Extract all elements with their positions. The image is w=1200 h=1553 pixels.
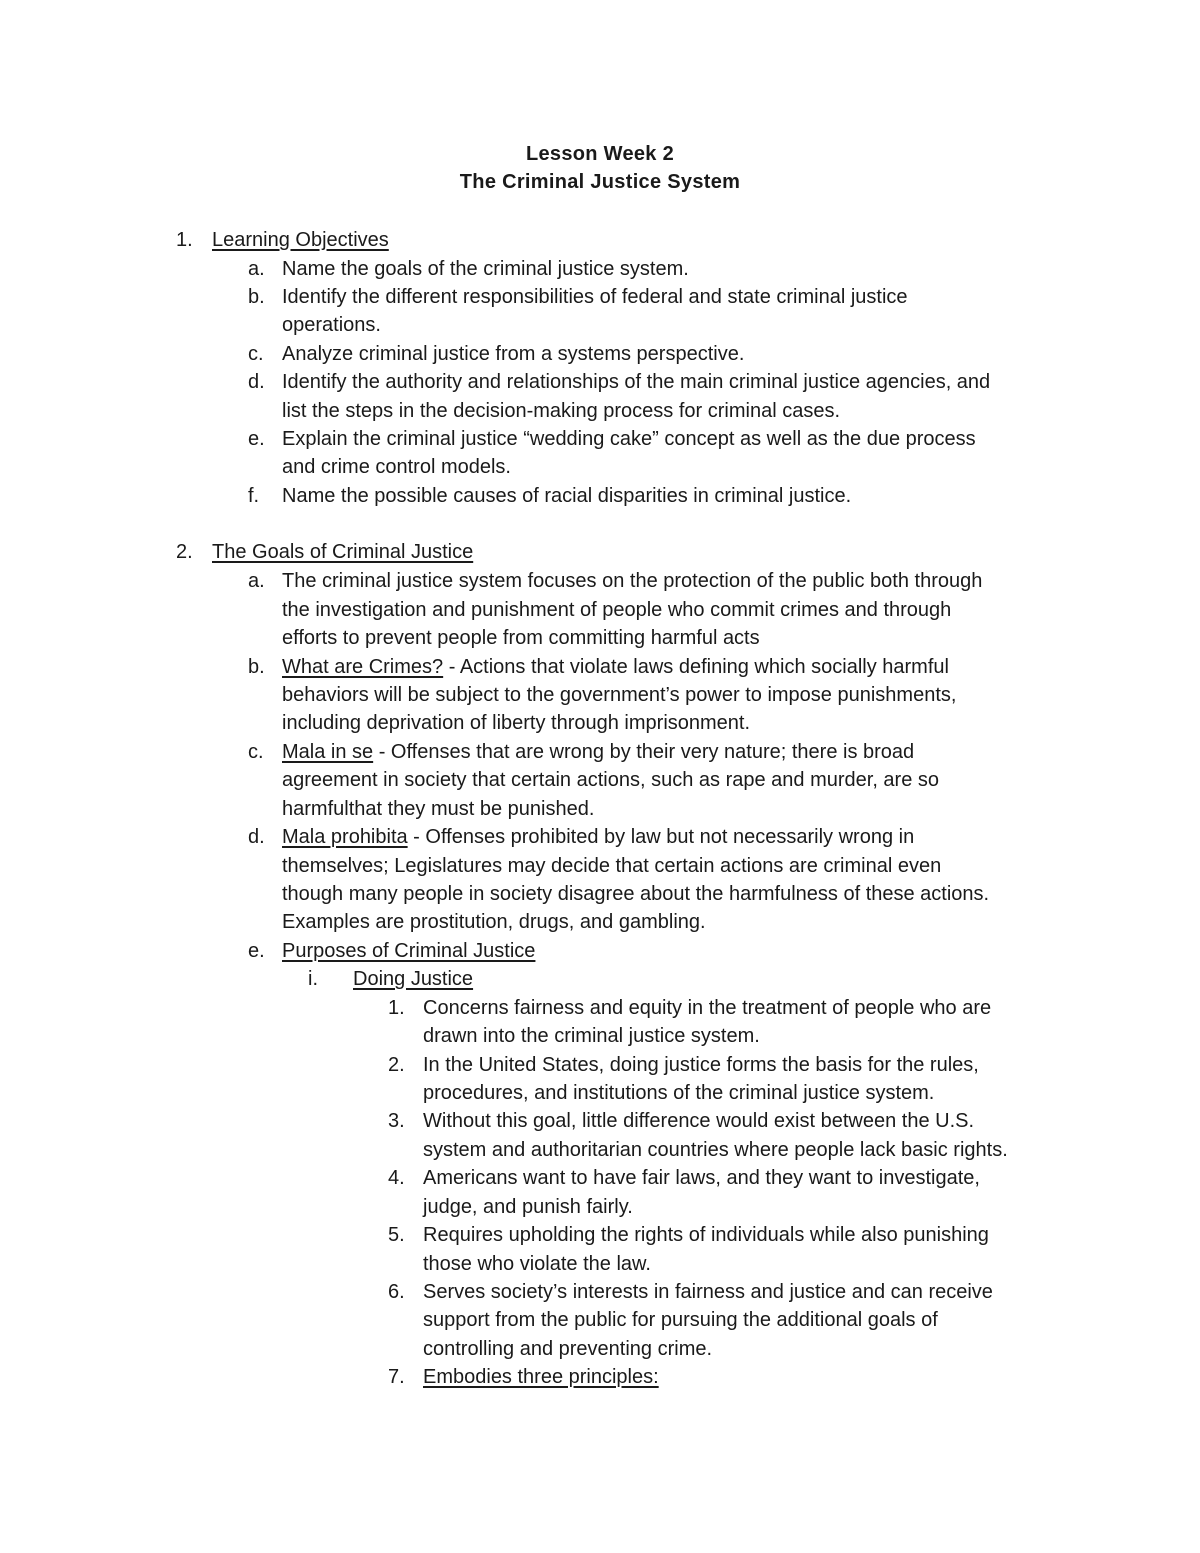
list-item-text: agreement in society that certain actions, such as rape and murder, are so <box>282 769 940 791</box>
list-marker: b. <box>248 286 265 308</box>
definition-line <box>282 823 914 851</box>
list-item-text: the investigation and punishment of people who commit crimes and through <box>282 599 952 621</box>
list-item-text: Without this goal, little difference would exist between the U.S. <box>423 1110 975 1132</box>
list-item-text: Americans want to have fair laws, and they want to investigate, <box>423 1167 980 1189</box>
section-heading: The Goals of Criminal Justice <box>212 541 474 563</box>
lesson-subtitle: The Criminal Justice System <box>459 171 741 193</box>
list-item-text: harmfulthat they must be punished. <box>282 798 595 820</box>
definition-text: - Offenses prohibited by law but not necessarily wrong in <box>407 826 915 848</box>
list-marker: d. <box>248 826 265 848</box>
definition-text: - Actions that violate laws defining which socially harmful <box>443 656 949 678</box>
list-marker: e. <box>248 940 265 962</box>
list-marker: 4. <box>388 1167 405 1189</box>
term-mala-prohibita: Mala prohibita <box>282 826 408 848</box>
list-item-text: controlling and preventing crime. <box>423 1338 713 1360</box>
term-crimes: What are Crimes? <box>282 656 444 678</box>
definition-line <box>282 738 914 766</box>
list-item-text: themselves; Legislatures may decide that certain actions are criminal even <box>282 855 942 877</box>
list-marker: b. <box>248 656 265 678</box>
list-item-text: list the steps in the decision-making process for criminal cases. <box>282 400 841 422</box>
list-item-text: Analyze criminal justice from a systems perspective. <box>282 343 745 365</box>
list-item-text: Name the goals of the criminal justice system. <box>282 258 689 280</box>
list-marker: f. <box>248 485 260 507</box>
definition-line <box>282 653 949 681</box>
list-item-text: support from the public for pursuing the additional goals of <box>423 1309 938 1331</box>
section-number: 2. <box>176 541 193 563</box>
list-item-text: efforts to prevent people from committing harmful acts <box>282 627 760 649</box>
list-item-text: behaviors will be subject to the government’s power to impose punishments, <box>282 684 957 706</box>
list-item-text: system and authoritarian countries where people lack basic rights. <box>423 1139 1008 1161</box>
list-item-heading: Embodies three principles: <box>423 1366 659 1388</box>
term-mala-in-se: Mala in se <box>282 741 374 763</box>
list-marker: a. <box>248 258 265 280</box>
section-heading: Learning Objectives <box>212 229 389 251</box>
list-marker: 3. <box>388 1110 405 1132</box>
list-item-text: Examples are prostitution, drugs, and gambling. <box>282 911 706 933</box>
list-item-text: and crime control models. <box>282 456 511 478</box>
list-item-text: Serves society’s interests in fairness and justice and can receive <box>423 1281 993 1303</box>
list-marker: 5. <box>388 1224 405 1246</box>
list-marker: c. <box>248 741 264 763</box>
list-marker: 2. <box>388 1054 405 1076</box>
list-marker: 1. <box>388 997 405 1019</box>
list-marker: c. <box>248 343 264 365</box>
list-item-text: drawn into the criminal justice system. <box>423 1025 760 1047</box>
list-marker: a. <box>248 570 265 592</box>
definition-text: - Offenses that are wrong by their very nature; there is broad <box>373 741 915 763</box>
list-item-text: Explain the criminal justice “wedding cake” concept as well as the due process <box>282 428 976 450</box>
lesson-title: Lesson Week 2 <box>525 143 675 165</box>
list-item-text: Requires upholding the rights of individuals while also punishing <box>423 1224 989 1246</box>
list-item-text: though many people in society disagree about the harmfulness of these actions. <box>282 883 990 905</box>
subsection-heading: Purposes of Criminal Justice <box>282 940 536 962</box>
list-item-text: The criminal justice system focuses on the protection of the public both through <box>282 570 983 592</box>
list-item-text: Name the possible causes of racial disparities in criminal justice. <box>282 485 852 507</box>
list-marker: d. <box>248 371 265 393</box>
subsection-heading: Doing Justice <box>353 968 474 990</box>
list-item-text: those who violate the law. <box>423 1253 651 1275</box>
list-marker: i. <box>308 968 318 990</box>
list-item-text: Concerns fairness and equity in the treatment of people who are <box>423 997 992 1019</box>
list-item-text: operations. <box>282 314 381 336</box>
list-item-text: including deprivation of liberty through imprisonment. <box>282 712 751 734</box>
section-number: 1. <box>176 229 193 251</box>
list-item-text: procedures, and institutions of the criminal justice system. <box>423 1082 935 1104</box>
list-marker: e. <box>248 428 265 450</box>
list-marker: 6. <box>388 1281 405 1303</box>
list-item-text: Identify the different responsibilities of federal and state criminal justice <box>282 286 908 308</box>
list-item-text: judge, and punish fairly. <box>423 1196 633 1218</box>
list-item-text: Identify the authority and relationships of the main criminal justice agencies, and <box>282 371 991 393</box>
list-marker: 7. <box>388 1366 405 1388</box>
list-item-text: In the United States, doing justice forms the basis for the rules, <box>423 1054 979 1076</box>
